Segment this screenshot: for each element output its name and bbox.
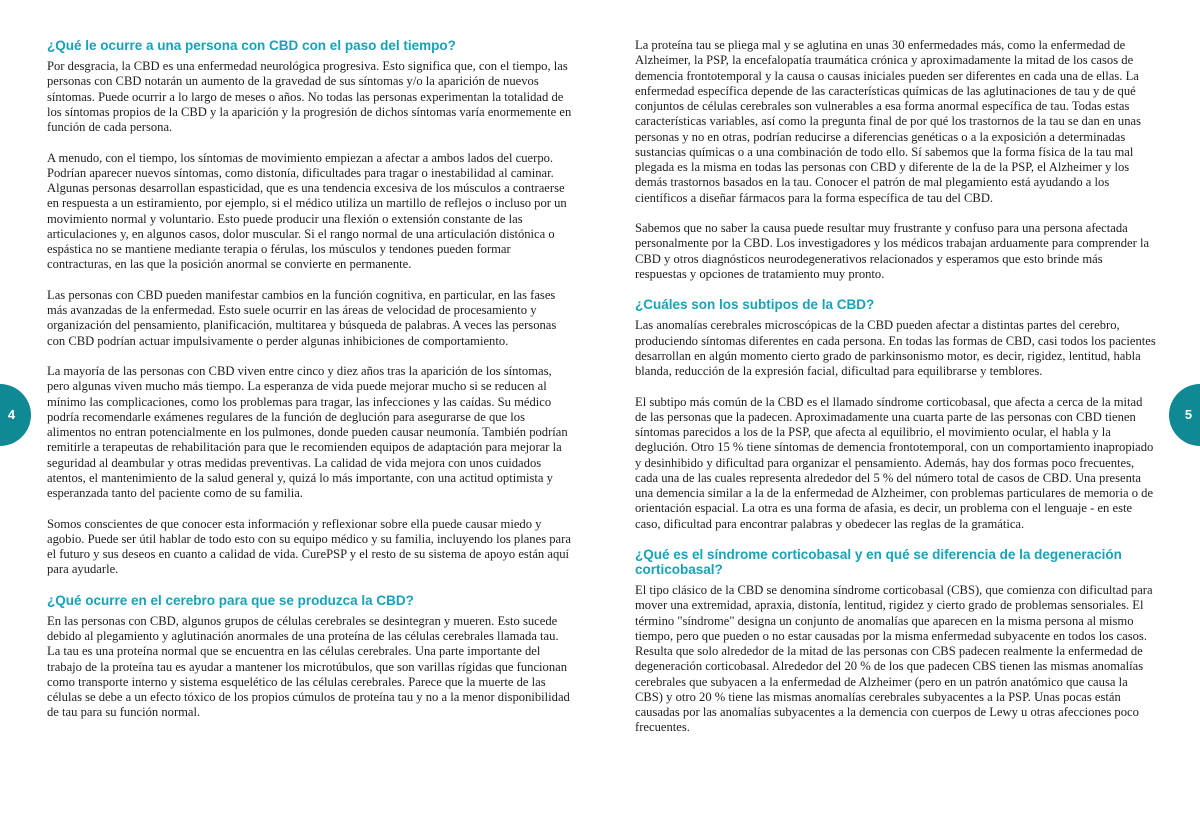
page-number-tab-right bbox=[1169, 384, 1200, 446]
section-heading-cbd-over-time: ¿Qué le ocurre a una persona con CBD con el paso del tiempo? bbox=[47, 38, 456, 53]
paragraph: A menudo, con el tiempo, los síntomas de movimiento empiezan a afectar a ambos lados del cuerpo. Podrían aparecer nuevos síntomas, como distonía, dificultades para tragar o inestabilidad al caminar. Algunas personas desarrollan espasticidad, que es una tendencia excesiva de los músculos a contraerse en respuesta a un estiramiento, por ejemplo, si el médico utiliza un martillo de reflejos o incluso por un movimiento normal y voluntario. Esto puede producir una flexión o extensión constante de las articulaciones y, en algunos casos, dolor muscular. Si el rango normal de una articulación distónica o espástica no se mantiene mediante terapia o férulas, los músculos y tendones pueden formar contracturas, en las que la posición anormal se convierte en permanente. bbox=[47, 150, 567, 272]
page-number-tab-left bbox=[0, 384, 31, 446]
left-page-column bbox=[47, 38, 575, 736]
paragraph: El subtipo más común de la CBD es el llamado síndrome corticobasal, que afecta a cerca de la mitad de las personas que la padecen. Aproximadamente una cuarta parte de las personas con CBD tienen síntomas parecidos a los de la PSP, que afecta al equilibrio, el movimiento ocular, el habla y la deglución. Otro 15 % tiene síntomas de demencia frontotemporal, con un comportamiento inapropiado y desinhibido y dificultad para organizar el pensamiento. Además, hay dos formas poco frecuentes, cada una de las cuales representa alrededor del 5 % del número total de casos de CBD. Una presenta una demencia similar a la de la enfermedad de Alzheimer, con problemas particulares de memoria o de orientación espacial. La otra es una forma de afasia, es decir, un problema con el lenguaje - en este caso, dificultad para encontrar palabras y obedecer las reglas de la gramática. bbox=[635, 394, 1154, 531]
paragraph: La proteína tau se pliega mal y se aglutina en unas 30 enfermedades más, como la enfermedad de Alzheimer, la PSP, la encefalopatía traumática crónica y aproximadamente la mitad de los casos de demencia frontotemporal y la causa o causas iniciales pueden ser diferentes en cada una de ellas. La enfermedad específica depende de las características químicas de las aglutinaciones de tau y de qué conjuntos de células cerebrales son vulnerables a esa forma anormal específica de tau. Todas estas características variables, así como la pregunta final de por qué los trastornos de la tau se dan en unas personas y no en otras, podrían reducirse a diferencias genéticas o a la exposición a determinadas sustancias químicas o a una combinación de todo ello. Sí sabemos que la forma física de la tau mal plegada es la misma en todas las personas con CBD y diferente de la de la PSP, el Alzheimer y los demás trastornos basados en la tau. Conocer el patrón de mal plegamiento está ayudando a los científicos a diseñar fármacos para la forma específica de tau del CBD. bbox=[635, 38, 1142, 205]
paragraph: El tipo clásico de la CBD se denomina síndrome corticobasal (CBS), que comienza con dificultad para mover una extremidad, apraxia, distonía, lentitud, rigidez y cierto grado de problemas sensoriales. El término "síndrome" designa un conjunto de anomalías que aparecen en la misma persona al mismo tiempo, pero que pueden o no estar causadas por la misma enfermedad subyacente en todos los casos. Resulta que solo alrededor de la mitad de las personas con CBS padecen realmente la enfermedad de degeneración corticobasal. Alrededor del 20 % de los que padecen CBS tienen las mismas anomalías cerebrales que subyacen a la enfermedad de Alzheimer (pero en un patrón anatómico que causa la CBS) y otro 20 % tiene las mismas anomalías cerebrales subyacentes a la PSP. Unas pocas están causadas por las anomalías subyacentes a la demencia con cuerpos de Lewy u otras afecciones poco frecuentes. bbox=[635, 583, 1153, 735]
paragraph: Las personas con CBD pueden manifestar cambios en la función cognitiva, en particular, en las fases más avanzadas de la enfermedad. Esto suele ocurrir en las áreas de velocidad de procesamiento y organización del pensamiento, planificación, multitarea y búsqueda de palabras. A veces las personas con CBD podrían actuar impulsivamente o perder algunas inhibiciones de comportamiento. bbox=[47, 287, 557, 348]
paragraph: La mayoría de las personas con CBD viven entre cinco y diez años tras la aparición de los síntomas, pero algunas viven mucho más tiempo. La esperanza de vida puede mejorar mucho si se reducen al mínimo las complicaciones, como los problemas para tragar, las infecciones y las caídas. Su médico podría recomendarle exámenes regulares de la función de deglución para asegurarse de que los alimentos no entran potencialmente en los pulmones, donde pueden causar neumonía. También podrían remitirle a terapeutas de rehabilitación para que le recomienden equipos de adaptación para mejorar la seguridad al deambular y otras medidas preventivas. La calidad de vida mejora con unos cuidados atentos, el mantenimiento de la salud general y, quizá lo más importante, con una actitud optimista y esperanzada tanto del paciente como de su familia. bbox=[47, 364, 568, 500]
paragraph: Somos conscientes de que conocer esta información y reflexionar sobre ella puede causar miedo y agobio. Puede ser útil hablar de todo esto con su equipo médico y su familia, incluyendo los planes para el futuro y sus deseos en cuanto a calidad de vida. CurePSP y el resto de su sistema de apoyo están aquí para ayudarle. bbox=[47, 516, 571, 577]
section-heading-cbd-subtypes: ¿Cuáles son los subtipos de la CBD? bbox=[635, 297, 875, 313]
page-number: 5 bbox=[1184, 407, 1193, 422]
right-page-column bbox=[635, 38, 1157, 751]
page-number: 4 bbox=[7, 407, 16, 422]
paragraph: Sabemos que no saber la causa puede resultar muy frustrante y confuso para una persona afectada personalmente por la CBD. Los investigadores y los médicos trabajan arduamente para comprender la CBD y otros diagnósticos neurodegenerativos relacionados y esperamos que esto brinde más respuestas y opciones de tratamiento muy pronto. bbox=[635, 221, 1150, 281]
section-heading-corticobasal-syndrome: ¿Qué es el síndrome corticobasal y en qué se diferencia de la degeneración corticobasal? bbox=[635, 547, 1122, 577]
paragraph: En las personas con CBD, algunos grupos de células cerebrales se desintegran y mueren. Esto sucede debido al plegamiento y aglutinación anormales de una proteína de las células cerebrales llamada tau. La tau es una proteína normal que se encuentra en las células cerebrales. Una parte importante del trabajo de la proteína tau es ayudar a mantener los microtúbulos, que son varillas rígidas que funcionan como transporte interno y sistema esquelético de las células cerebrales. Parece que la muerte de las células se debe a un efecto tóxico de los propios cúmulos de proteína tau y no a la menor disponibilidad de tau para su función normal. bbox=[47, 613, 570, 720]
section-heading-brain-cbd: ¿Qué ocurre en el cerebro para que se produzca la CBD? bbox=[47, 592, 414, 608]
paragraph: Por desgracia, la CBD es una enfermedad neurológica progresiva. Esto significa que, con el tiempo, las personas con CBD notarán un aumento de la gravedad de sus síntomas y/o la aparición de nuevos síntomas. Puede ocurrir a lo largo de meses o años. No todas las personas experimentan la totalidad de los síntomas propios de la CBD y la aparición y la progresión de dichos síntomas varía enormemente en función de cada persona. bbox=[47, 59, 572, 134]
paragraph: Las anomalías cerebrales microscópicas de la CBD pueden afectar a distintas partes del cerebro, produciendo síntomas diferentes en cada persona. En todas las formas de CBD, casi todos los pacientes desarrollan en algún momento cierto grado de parkinsonismo motor, es decir, rigidez, lentitud, habla blanda, reducción de la expresión facial, dificultad para equilibrarse y temblores. bbox=[635, 318, 1156, 378]
